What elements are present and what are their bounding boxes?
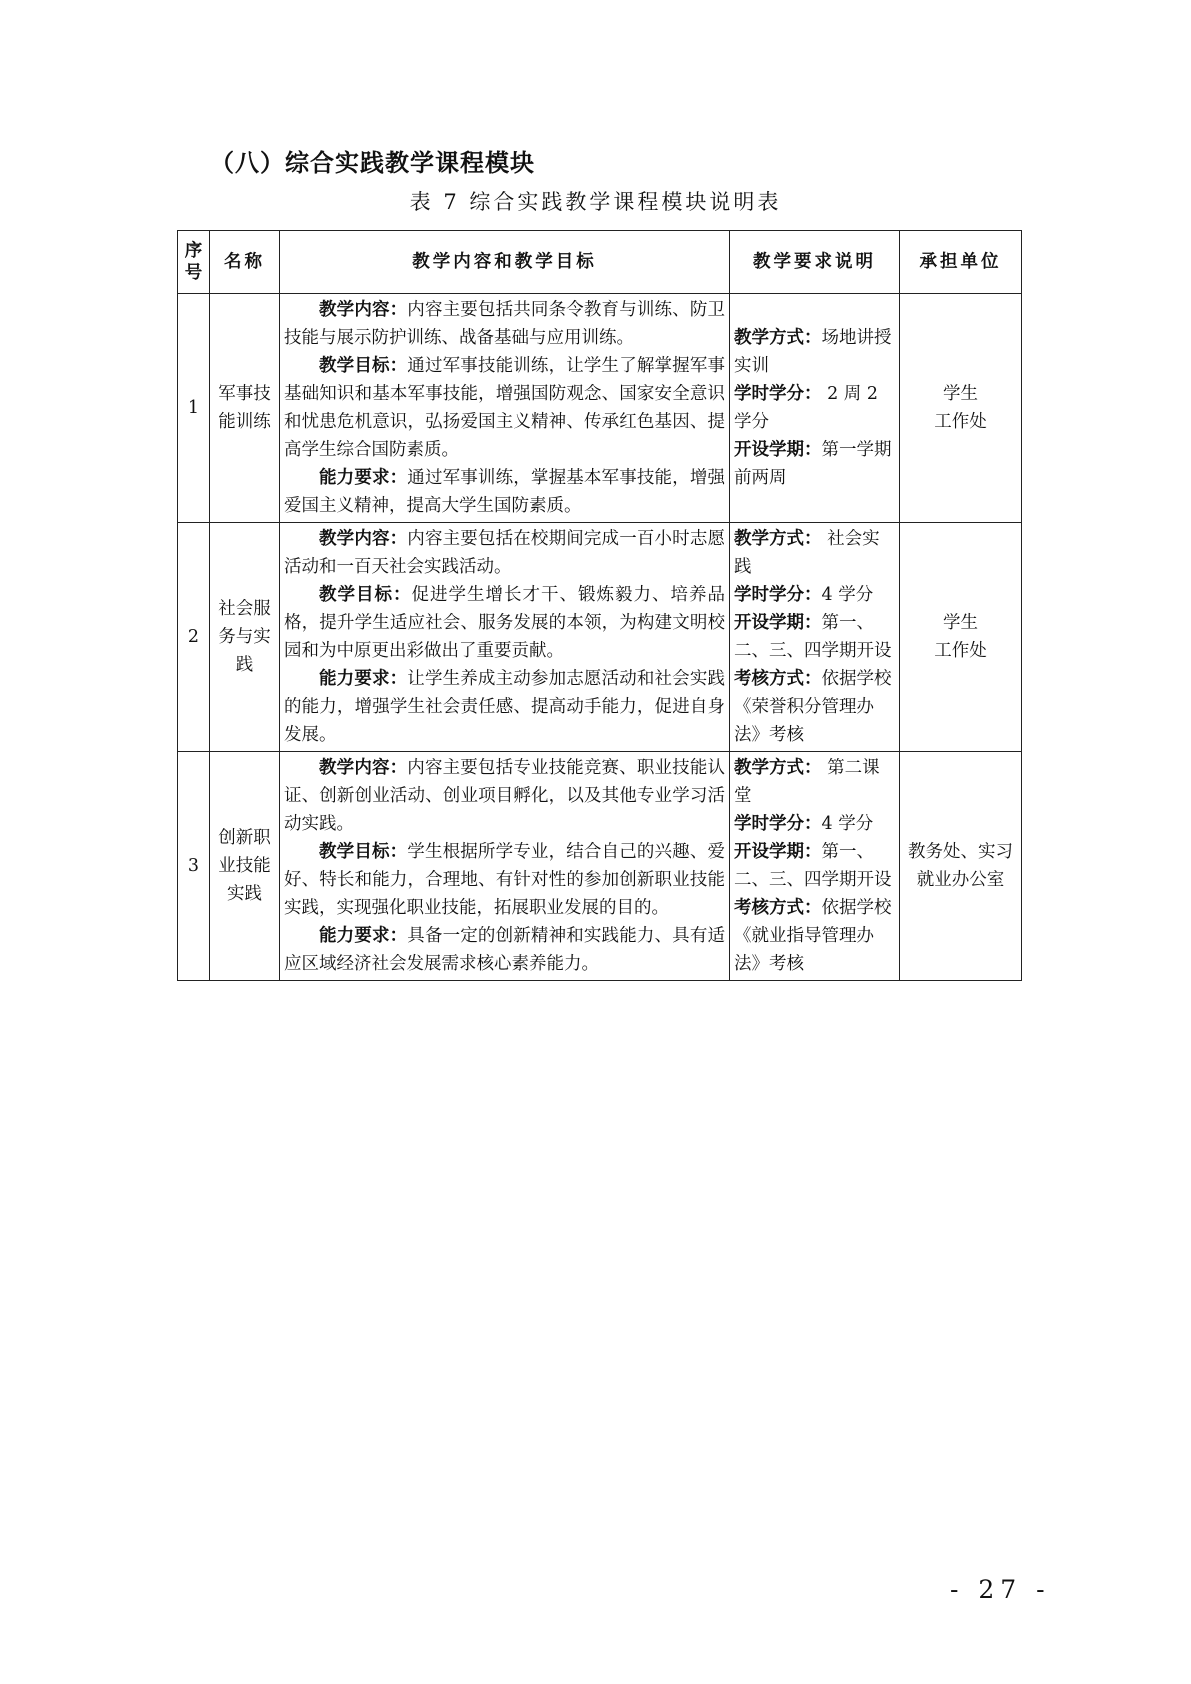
table-header-row bbox=[178, 231, 1022, 294]
requirement-text: 第二课堂 bbox=[734, 758, 880, 806]
row-index: 2 bbox=[178, 523, 210, 752]
col-header-name: 名称 bbox=[210, 231, 280, 294]
content-paragraph bbox=[284, 525, 725, 581]
content-text: 促进学生增长才干、锻炼毅力、培养品格，提升学生适应社会、服务发展的本领，为构建文明校园和为中原更出彩做出了重要贡献。 bbox=[284, 585, 725, 661]
page-number: - 27 - bbox=[950, 1575, 1051, 1604]
requirement-item bbox=[734, 894, 895, 978]
requirement-item bbox=[734, 609, 895, 665]
requirement-item bbox=[734, 754, 895, 810]
requirement-label: 考核方式： bbox=[734, 669, 822, 689]
content-label: 教学目标： bbox=[319, 842, 408, 862]
requirement-label: 教学方式： bbox=[734, 758, 822, 778]
requirement-item bbox=[734, 324, 895, 380]
col-header-content: 教学内容和教学目标 bbox=[280, 231, 730, 294]
requirement-text: 依据学校《就业指导管理办法》考核 bbox=[734, 898, 892, 974]
requirement-item bbox=[734, 810, 895, 838]
content-paragraph bbox=[284, 922, 725, 978]
requirement-label: 学时学分： bbox=[734, 814, 822, 834]
table-row bbox=[178, 294, 1022, 523]
content-paragraph bbox=[284, 464, 725, 520]
row-index: 1 bbox=[178, 294, 210, 523]
requirement-label: 教学方式： bbox=[734, 529, 822, 549]
content-text: 具备一定的创新精神和实践能力、具有适应区域经济社会发展需求核心素养能力。 bbox=[284, 926, 726, 974]
content-paragraph bbox=[284, 352, 725, 464]
requirement-item bbox=[734, 665, 895, 749]
row-unit: 学生 工作处 bbox=[900, 523, 1022, 752]
requirement-text: 第一、二、三、四学期开设 bbox=[734, 842, 892, 890]
content-paragraph bbox=[284, 838, 725, 922]
requirement-label: 学时学分： bbox=[734, 585, 822, 605]
content-text: 通过军事技能训练，让学生了解掌握军事基础知识和基本军事技能，增强国防观念、国家安全意识和忧患危机意识，弘扬爱国主义精神、传承红色基因、提高学生综合国防素质。 bbox=[284, 356, 726, 460]
requirement-text: 依据学校《荣誉积分管理办法》考核 bbox=[734, 669, 892, 745]
requirement-label: 考核方式： bbox=[734, 898, 822, 918]
section-heading: （八）综合实践教学课程模块 bbox=[210, 149, 535, 177]
content-label: 能力要求： bbox=[319, 468, 408, 488]
requirement-label: 学时学分： bbox=[734, 384, 822, 404]
requirement-text: 第一学期前两周 bbox=[734, 440, 892, 488]
table-row bbox=[178, 752, 1022, 981]
row-content bbox=[280, 294, 730, 523]
row-index: 3 bbox=[178, 752, 210, 981]
content-label: 能力要求： bbox=[319, 669, 408, 689]
requirement-label: 开设学期： bbox=[734, 440, 822, 460]
row-name: 创新职业技能实践 bbox=[210, 752, 280, 981]
table-row bbox=[178, 523, 1022, 752]
content-label: 教学目标： bbox=[319, 585, 412, 605]
row-unit: 学生 工作处 bbox=[900, 294, 1022, 523]
content-paragraph bbox=[284, 296, 725, 352]
row-content bbox=[280, 523, 730, 752]
row-name: 社会服务与实践 bbox=[210, 523, 280, 752]
table-caption: 表 7 综合实践教学课程模块说明表 bbox=[409, 190, 782, 214]
content-paragraph bbox=[284, 665, 725, 749]
content-text: 通过军事训练，掌握基本军事技能，增强爱国主义精神，提高大学生国防素质。 bbox=[284, 468, 726, 516]
requirement-text: 4 学分 bbox=[821, 585, 874, 605]
requirement-item bbox=[734, 525, 895, 581]
requirement-text: 第一、二、三、四学期开设 bbox=[734, 613, 892, 661]
content-text: 内容主要包括专业技能竞赛、职业技能认证、创新创业活动、创业项目孵化，以及其他专业学习活动实践。 bbox=[284, 758, 726, 834]
row-name: 军事技能训练 bbox=[210, 294, 280, 523]
row-unit: 教务处、实习就业办公室 bbox=[900, 752, 1022, 981]
requirement-label: 开设学期： bbox=[734, 842, 822, 862]
content-text: 内容主要包括在校期间完成一百小时志愿活动和一百天社会实践活动。 bbox=[284, 529, 726, 577]
content-label: 能力要求： bbox=[319, 926, 408, 946]
row-content bbox=[280, 752, 730, 981]
requirement-label: 开设学期： bbox=[734, 613, 822, 633]
content-text: 让学生养成主动参加志愿活动和社会实践的能力，增强学生社会责任感、提高动手能力，促进自身发展。 bbox=[284, 669, 726, 745]
content-text: 内容主要包括共同条令教育与训练、防卫技能与展示防护训练、战备基础与应用训练。 bbox=[284, 300, 726, 348]
content-text: 学生根据所学专业，结合自己的兴趣、爱好、特长和能力，合理地、有针对性的参加创新职业技能实践，实现强化职业技能，拓展职业发展的目的。 bbox=[284, 842, 726, 918]
content-paragraph bbox=[284, 754, 725, 838]
content-label: 教学目标： bbox=[319, 356, 408, 376]
content-label: 教学内容： bbox=[319, 758, 408, 778]
col-header-requirements: 教学要求说明 bbox=[730, 231, 900, 294]
row-requirements bbox=[730, 523, 900, 752]
requirement-item bbox=[734, 838, 895, 894]
requirement-text: 场地讲授实训 bbox=[734, 328, 892, 376]
content-paragraph bbox=[284, 581, 725, 665]
col-header-unit: 承担单位 bbox=[900, 231, 1022, 294]
requirement-item bbox=[734, 436, 895, 492]
requirement-text: 社会实践 bbox=[734, 529, 880, 577]
requirement-item bbox=[734, 581, 895, 609]
row-requirements bbox=[730, 294, 900, 523]
requirement-text: 4 学分 bbox=[821, 814, 874, 834]
course-module-table bbox=[177, 230, 1022, 981]
row-requirements bbox=[730, 752, 900, 981]
content-label: 教学内容： bbox=[319, 300, 408, 320]
col-header-index: 序号 bbox=[178, 231, 210, 294]
content-label: 教学内容： bbox=[319, 529, 408, 549]
requirement-label: 教学方式： bbox=[734, 328, 822, 348]
requirement-item bbox=[734, 380, 895, 436]
requirement-text: 2 周 2 学分 bbox=[734, 384, 878, 432]
